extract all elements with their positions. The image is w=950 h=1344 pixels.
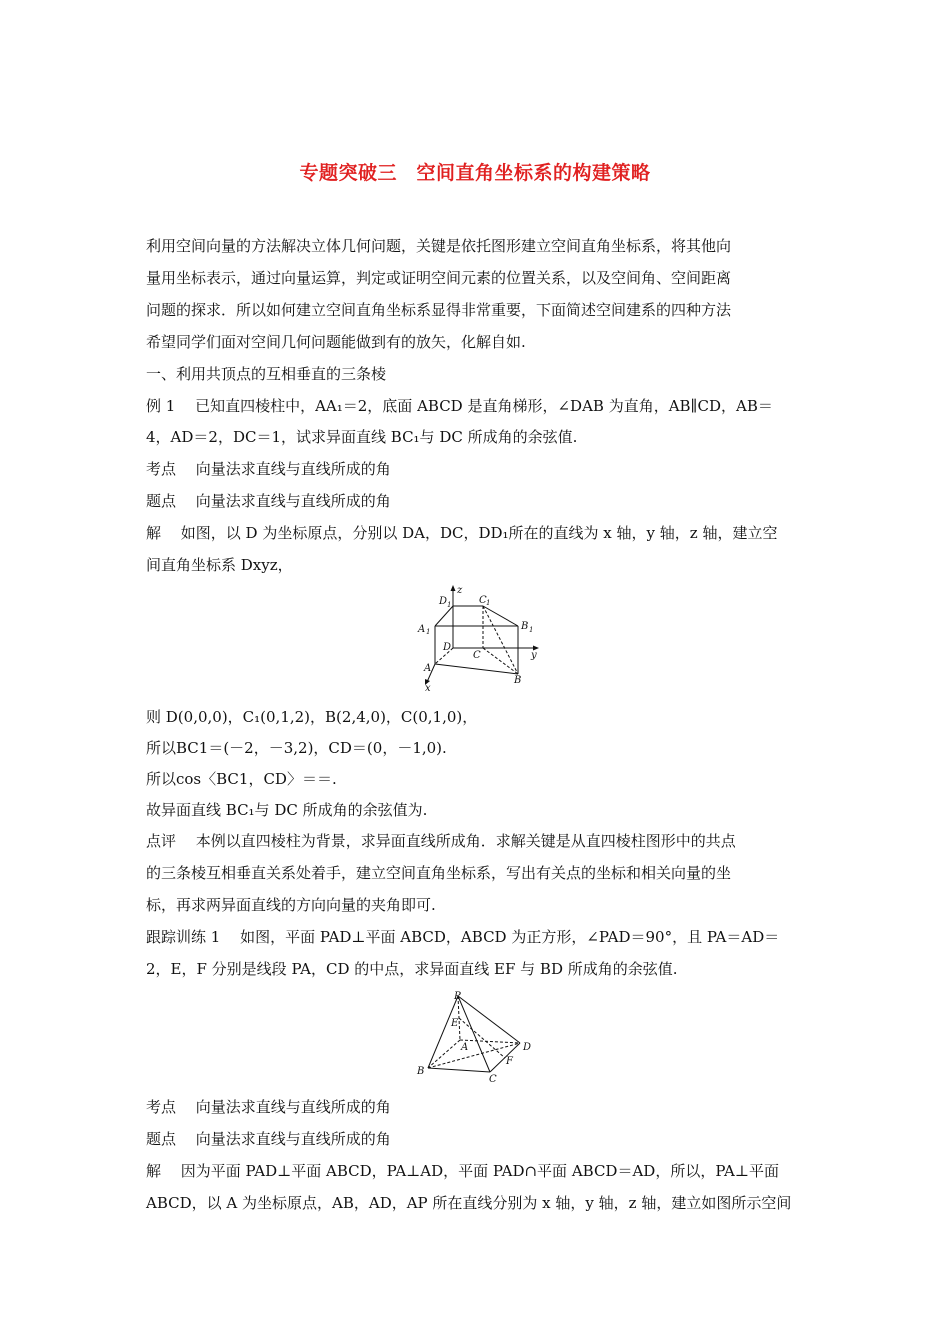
solution-line: ABCD，以 A 为坐标原点，AB，AD，AP 所在直线分别为 x 轴，y 轴，z 轴，建立如图所示空间 xyxy=(146,1194,792,1212)
fig1-label: y xyxy=(531,650,537,661)
result-line: 则 D(0,0,0)，C₁(0,1,2)，B(2,4,0)，C(0,1,0)， xyxy=(146,708,478,726)
intro-line: 问题的探求．所以如何建立空间直角坐标系显得非常重要，下面简述空间建系的四种方法 xyxy=(146,301,732,319)
fig1-label: B xyxy=(514,675,522,686)
intro-line: 量用坐标表示，通过向量运算，判定或证明空间元素的位置关系，以及空间角、空间距离 xyxy=(146,269,732,287)
prism-figure xyxy=(405,582,555,694)
fig1-label: D xyxy=(443,642,452,653)
fig1-label: z xyxy=(457,585,463,596)
fig1-label: B xyxy=(521,621,529,632)
tidian-line: 题点 向量法求直线与直线所成的角 xyxy=(146,492,391,510)
example-line: 例 1 已知直四棱柱中，AA₁＝2，底面 ABCD 是直角梯形，∠DAB 为直角，AB∥CD，AB＝ xyxy=(146,397,773,415)
fig1-label: 1 xyxy=(486,599,491,607)
fig1-label: A xyxy=(424,663,432,674)
fig1-label: D xyxy=(439,596,448,607)
result-line: 所以cos〈BC1，CD〉＝＝. xyxy=(146,770,337,788)
tidian-line: 题点 向量法求直线与直线所成的角 xyxy=(146,1130,391,1148)
fig2-label: P xyxy=(454,991,461,1002)
comment-line: 标，再求两异面直线的方向向量的夹角即可. xyxy=(146,896,436,914)
fig2-label: D xyxy=(523,1042,532,1053)
intro-line: 利用空间向量的方法解决立体几何问题，关键是依托图形建立空间直角坐标系，将其他向 xyxy=(146,237,732,255)
fig2-label: C xyxy=(489,1074,497,1084)
kaodian-line: 考点 向量法求直线与直线所成的角 xyxy=(146,460,391,478)
pyramid-figure xyxy=(410,988,550,1084)
kaodian-line: 考点 向量法求直线与直线所成的角 xyxy=(146,1098,391,1116)
fig2-label: A xyxy=(461,1042,469,1053)
fig2-label: E xyxy=(451,1018,459,1029)
page-title: 专题突破三 空间直角坐标系的构建策略 xyxy=(299,162,651,184)
fig1-label: 1 xyxy=(447,601,452,609)
comment-line: 的三条棱互相垂直关系处着手，建立空间直角坐标系，写出有关点的坐标和相关向量的坐 xyxy=(146,864,732,882)
fig1-label: x xyxy=(425,683,431,694)
comment-line: 点评 本例以直四棱柱为背景，求异面直线所成角．求解关键是从直四棱柱图形中的共点 xyxy=(146,832,736,850)
fig1-label: A xyxy=(418,624,426,635)
result-line: 故异面直线 BC₁与 DC 所成角的余弦值为. xyxy=(146,801,428,819)
fig1-label: 1 xyxy=(529,626,534,634)
solution-line: 间直角坐标系 Dxyz， xyxy=(146,556,293,574)
fig1-label: 1 xyxy=(426,628,431,636)
solution-line: 解 如图，以 D 为坐标原点，分别以 DA，DC，DD₁所在的直线为 x 轴，y 轴，z 轴，建立空 xyxy=(146,524,778,542)
fig1-label: C xyxy=(479,595,487,606)
result-line: 所以BC1＝(－2，－3,2)，CD＝(0，－1,0). xyxy=(146,739,447,757)
practice-line: 跟踪训练 1 如图，平面 PAD⊥平面 ABCD，ABCD 为正方形，∠PAD＝90°，且 PA＝AD＝ xyxy=(146,928,780,946)
fig2-label: B xyxy=(417,1066,425,1077)
practice-line: 2，E，F 分别是线段 PA，CD 的中点，求异面直线 EF 与 BD 所成角的余弦值. xyxy=(146,960,678,978)
intro-line: 希望同学们面对空间几何问题能做到有的放矢，化解自如. xyxy=(146,333,526,351)
example-line: 4，AD＝2，DC＝1，试求异面直线 BC₁与 DC 所成角的余弦值. xyxy=(146,428,578,446)
section-heading: 一、利用共顶点的互相垂直的三条棱 xyxy=(146,365,387,383)
fig2-label: F xyxy=(506,1056,513,1067)
solution-line: 解 因为平面 PAD⊥平面 ABCD，PA⊥AD，平面 PAD∩平面 ABCD＝AD，所以，PA⊥平面 xyxy=(146,1162,779,1180)
fig1-label: C xyxy=(473,650,481,661)
